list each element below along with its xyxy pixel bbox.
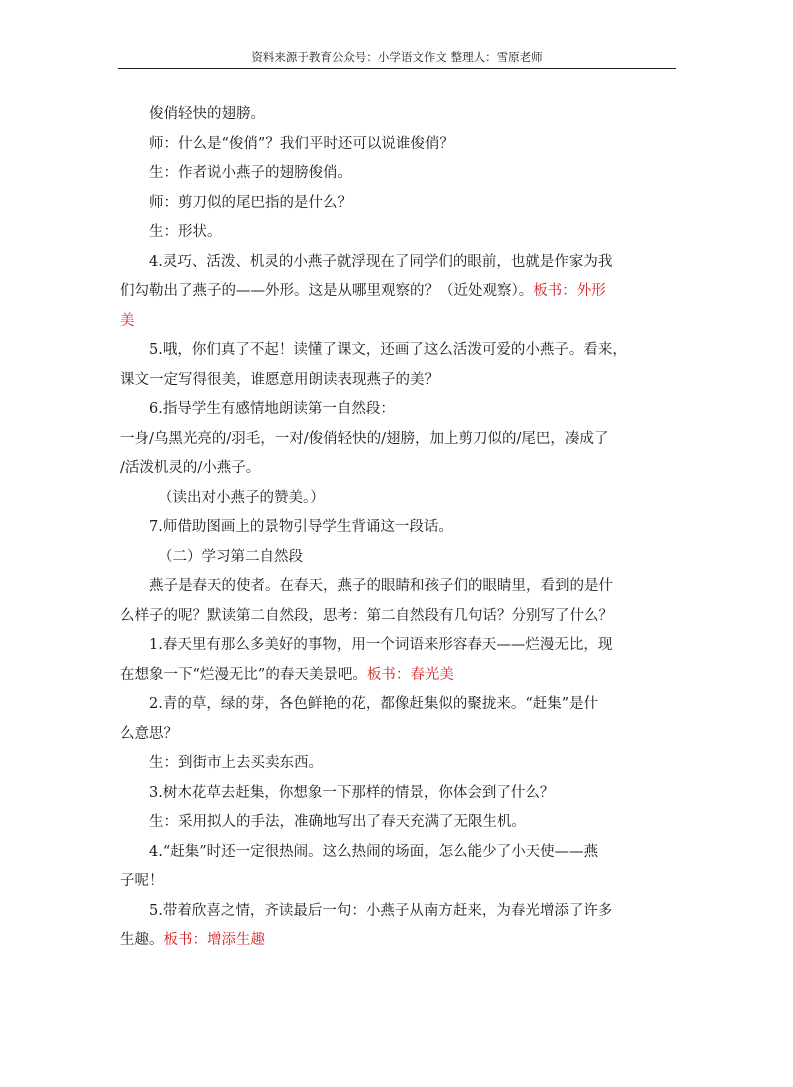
text-line [120,513,692,543]
line-text: 3.树木花草去赶集，你想象一下那样的情景，你体会到了什么？ [149,784,555,801]
text-line [120,690,692,720]
text-line [120,808,692,838]
line-text: 么意思？ [120,725,178,742]
line-text: 俊俏轻快的翅膀。 [149,106,265,122]
text-line [120,779,692,809]
text-line [120,159,692,189]
line-text: 2.青的草，绿的芽，各色鲜艳的花，都像赶集似的聚拢来。“赶集”是什 [149,696,599,712]
document-body [120,100,692,956]
text-line [120,277,692,307]
line-text: /活泼机灵的/小燕子。 [120,460,261,476]
text-line [120,218,692,248]
line-text: 师：什么是“俊俏”？我们平时还可以说谁俊俏？ [149,135,454,152]
line-text: 4.灵巧、活泼、机灵的小燕子就浮现在了同学们的眼前，也就是作家为我 [149,253,613,270]
line-text: 么样子的呢？默读第二自然段，思考：第二自然段有几句话？分别写了什么？ [120,607,613,624]
line-text: 5.带着欣喜之情，齐读最后一句：小燕子从南方赶来，为春光增添了许多 [149,902,613,919]
text-line [120,130,692,160]
text-line [120,749,692,779]
text-line [120,897,692,927]
line-text: 们勾勒出了燕子的——外形。这是从哪里观察的？（近处观察）。 [120,283,534,299]
text-line [120,720,692,750]
line-text: （二）学习第二自然段 [158,548,303,565]
text-line [120,572,692,602]
text-line [120,661,692,691]
line-text: 在想象一下“烂漫无比”的春天美景吧。 [120,666,367,683]
text-line [120,336,692,366]
line-text: 生：到街市上去买卖东西。 [149,755,323,771]
line-text: 5.哦，你们真了不起！读懂了课文，还画了这么活泼可爱的小燕子。看来， [149,342,627,358]
text-line [120,926,692,956]
line-text: 7.师借助图画上的景物引导学生背诵这一段话。 [149,519,453,535]
text-line [120,395,692,425]
line-text: 4.“赶集”时还一定很热闹。这么热闹的场面，怎么能少了小天使——燕 [149,843,599,860]
blackboard-note: 板书：外形 [533,283,606,299]
text-line [120,867,692,897]
blackboard-note: 美 [120,312,135,329]
text-line [120,307,692,337]
text-line [120,248,692,278]
page-header [118,48,676,69]
line-text: 子呢！ [120,873,164,889]
text-line [120,454,692,484]
line-text: 生：形状。 [149,224,222,240]
line-text: 师：剪刀似的尾巴指的是什么？ [149,194,352,211]
line-text: 1.春天里有那么多美好的事物，用一个词语来形容春天——烂漫无比，现 [149,637,613,653]
blackboard-note: 板书：春光美 [366,666,454,683]
line-text: 生：作者说小燕子的翅膀俊俏。 [149,165,352,181]
text-line [120,425,692,455]
line-text: 6.指导学生有感情地朗读第一自然段： [149,401,395,417]
line-text: 课文一定写得很美，谁愿意用朗读表现燕子的美？ [120,371,439,388]
text-line [120,484,692,514]
text-line [120,631,692,661]
text-line [120,189,692,219]
text-line [120,543,692,573]
header-text: 资料来源于教育公众号：小学语文作文 整理人：雪原老师 [251,50,543,64]
text-line [120,366,692,396]
line-text: 生趣。 [120,932,164,948]
text-line [120,602,692,632]
line-text: 一身/乌黑光亮的/羽毛，一对/俊俏轻快的/翅膀，加上剪刀似的/尾巴，凑成了 [120,430,609,447]
text-line [120,838,692,868]
blackboard-note: 板书：增添生趣 [163,932,265,948]
text-line [120,100,692,130]
line-text: 燕子是春天的使者。在春天，燕子的眼睛和孩子们的眼睛里，看到的是什 [149,578,613,594]
line-text: 生：采用拟人的手法，准确地写出了春天充满了无限生机。 [149,814,526,830]
line-text: （读出对小燕子的赞美。） [158,489,325,506]
